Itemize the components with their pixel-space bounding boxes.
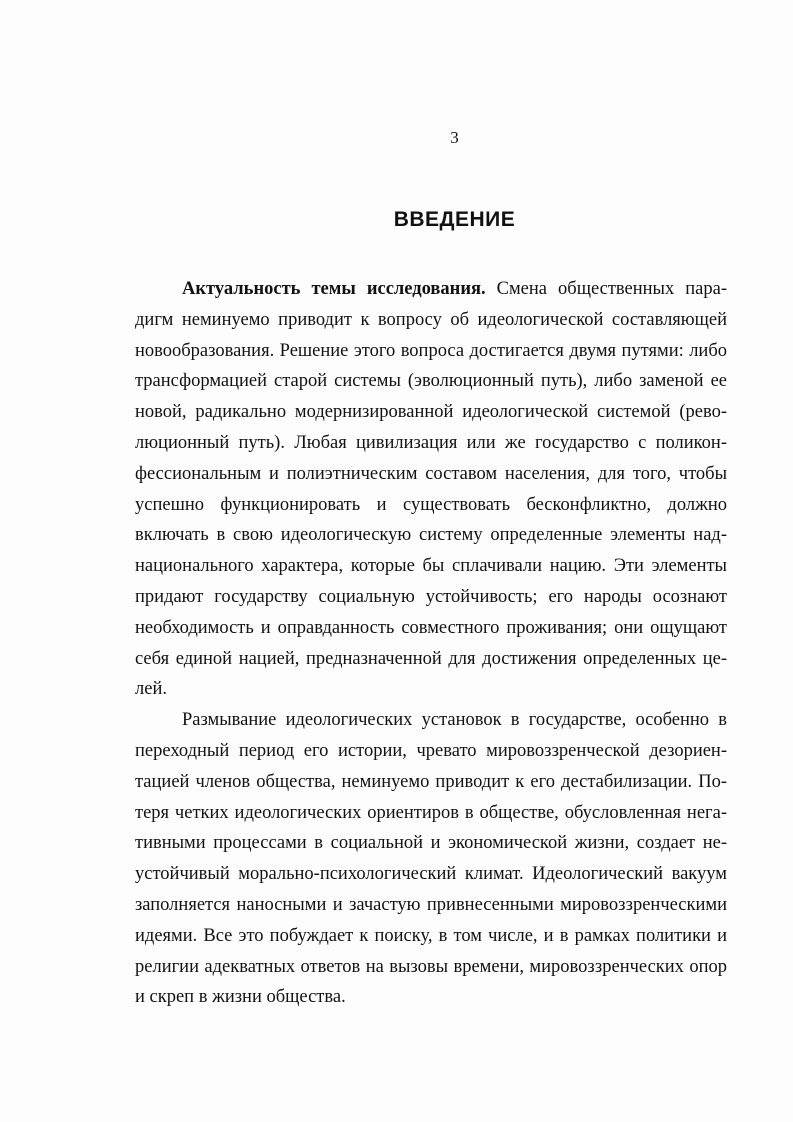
page-number: 3: [450, 128, 459, 147]
text-line: необходимость и оправданность совместного проживания; они ощущают: [135, 617, 727, 638]
text-line: идеями. Все это побуждает к поиску, в том числе, и в рамках политики и: [135, 925, 727, 946]
text-line: переходный период его истории, чревато мировоззренческой дезориен-: [135, 740, 727, 761]
text-line: люционный путь). Любая цивилизация или же государство с поликон-: [135, 432, 727, 453]
text-line: религии адекватных ответов на вызовы времени, мировоззренческих опор: [135, 956, 727, 977]
text-line: фессиональным и полиэтническим составом населения, для того, чтобы: [135, 463, 727, 484]
text-line: заполняется наносными и зачастую привнесенными мировоззренческими: [135, 894, 727, 915]
text-line: теря четких идеологических ориентиров в обществе, обусловленная нега-: [135, 802, 727, 823]
text-line: успешно функционировать и существовать бесконфликтно, должно: [135, 494, 727, 515]
text-line: лей.: [135, 679, 167, 700]
text-line: и скреп в жизни общества.: [135, 987, 346, 1008]
section-heading: ВВЕДЕНИЕ: [393, 208, 516, 231]
text-line: Размывание идеологических установок в государстве, особенно в: [182, 710, 727, 731]
text-line: Актуальность темы исследования. Смена общественных пара-: [182, 279, 727, 299]
text-line: тацией членов общества, неминуемо приводит к его дестабилизации. По-: [135, 771, 727, 792]
text-line: новообразования. Решение этого вопроса достигается двумя путями: либо: [135, 340, 727, 361]
text-line: тивными процессами в социальной и экономической жизни, создает не-: [135, 833, 727, 854]
text-line: новой, радикально модернизированной идеологической системой (рево-: [135, 402, 727, 423]
text-line: придают государству социальную устойчивость; его народы осознают: [135, 586, 727, 607]
text-line: устойчивый морально-психологический климат. Идеологический вакуум: [135, 864, 727, 885]
text-line: себя единой нацией, предназначенной для достижения определенных це-: [135, 648, 727, 669]
text-line: включать в свою идеологическую систему определенные элементы над-: [135, 525, 727, 546]
text-line: дигм неминуемо приводит к вопросу об идеологической составляющей: [135, 309, 727, 330]
paragraph-lead: Актуальность темы исследования.: [182, 279, 486, 299]
body-text: [135, 274, 727, 1013]
text-line: трансформацией старой системы (эволюционный путь), либо заменой ее: [135, 371, 727, 392]
text-line: национального характера, которые бы сплачивали нацию. Эти элементы: [135, 556, 727, 577]
